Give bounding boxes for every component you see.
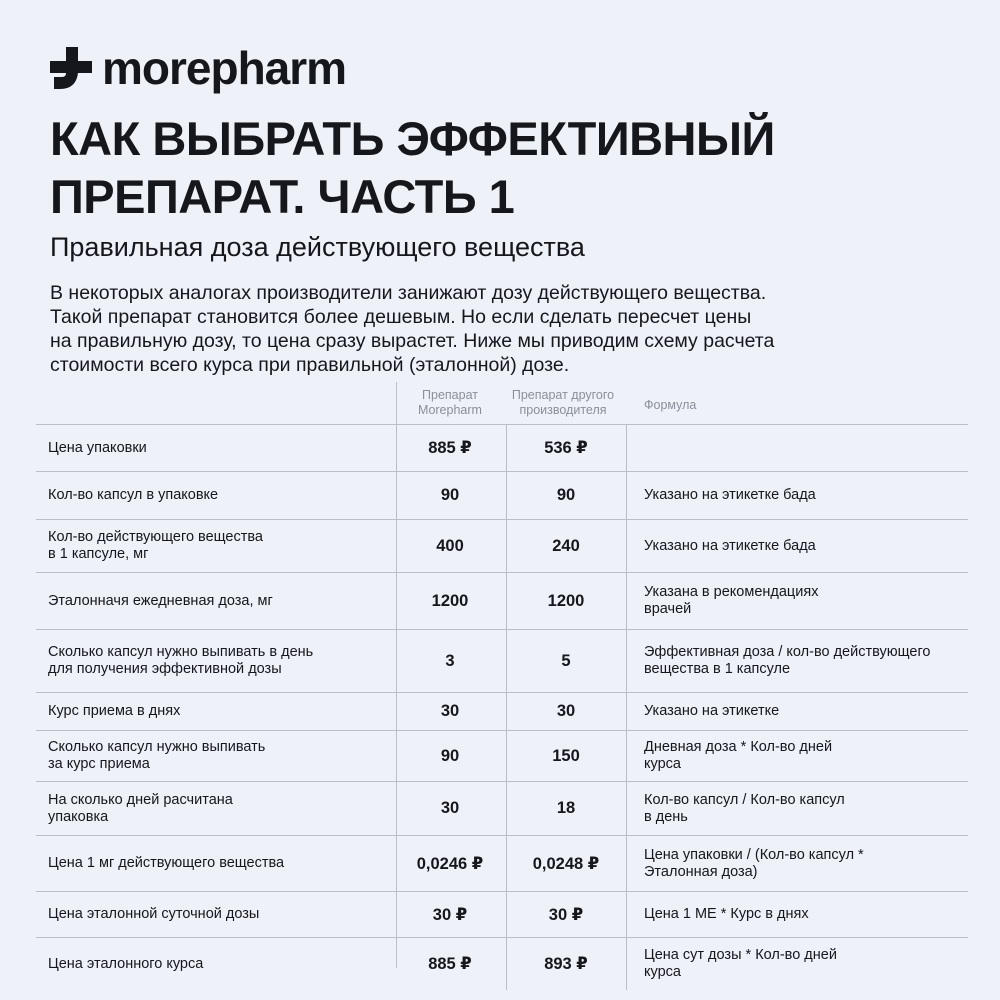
table-row <box>36 572 968 629</box>
formula-text <box>644 693 984 730</box>
page-subtitle: Правильная доза действующего вещества <box>50 232 585 262</box>
other-value: 240 <box>552 536 580 555</box>
formula-text-line: Цена 1 МЕ * Курс в днях <box>644 906 809 922</box>
table-row <box>36 471 968 519</box>
formula-text-line: врачей <box>644 601 692 617</box>
formula-text <box>644 836 984 891</box>
row-label <box>48 892 393 937</box>
row-label-line: Сколько капсул нужно выпивать <box>48 739 266 755</box>
row-label <box>48 938 393 990</box>
row-label-line: Эталонначя ежедневная доза, мг <box>48 592 273 609</box>
intro-line: Такой препарат становится более дешевым. Но если сделать пересчет цены <box>50 306 752 328</box>
formula-text <box>644 520 984 572</box>
table-row <box>36 629 968 692</box>
formula-text-line: Цена сут дозы * Кол-во дней <box>644 947 837 963</box>
row-label-line: Цена эталонного курса <box>48 955 204 972</box>
table-row <box>36 692 968 730</box>
formula-text-line: Цена упаковки / (Кол-во капсул * <box>644 846 864 863</box>
row-label <box>48 425 393 471</box>
morepharm-logo-icon <box>50 47 92 89</box>
brand-logo <box>50 44 346 92</box>
morepharm-value: 30 <box>440 799 460 817</box>
morepharm-value: 885 ₽ <box>428 955 472 973</box>
formula-text-line: Кол-во капсул / Кол-во капсул <box>644 791 845 808</box>
morepharm-value: 90 <box>440 746 460 765</box>
row-label-line: упаковка <box>48 808 109 825</box>
table-row <box>36 891 968 937</box>
formula-text-line: Эталонная доза) <box>644 863 758 880</box>
table-row <box>36 519 968 572</box>
morepharm-value: 885 ₽ <box>428 439 472 457</box>
row-label-line: Сколько капсул нужно выпивать в день <box>48 644 314 660</box>
other-value: 90 <box>556 486 576 504</box>
table-row <box>36 424 968 471</box>
formula-text-line: Указано на этикетке <box>644 703 780 719</box>
formula-text-line: Указано на этикетке бада <box>644 537 816 554</box>
morepharm-value: 30 <box>440 702 460 720</box>
formula-text <box>644 892 984 937</box>
column-header-other: Препарат другого производителя <box>511 388 615 417</box>
table-row <box>36 781 968 835</box>
intro-text <box>50 281 950 377</box>
morepharm-value: 90 <box>440 486 460 504</box>
intro-line: на правильную дозу, то цена сразу вырастет. Ниже мы приводим схему расчета <box>50 330 775 352</box>
row-label <box>48 782 393 835</box>
row-label-line: Кол-во действующего вещества <box>48 529 263 545</box>
row-label-line: На сколько дней расчитана <box>48 791 233 808</box>
column-header-formula: Формула <box>644 398 697 412</box>
row-label-line: для получения эффективной дозы <box>48 661 282 677</box>
other-value: 18 <box>556 799 576 817</box>
other-value: 1200 <box>547 591 585 610</box>
formula-text-line: в день <box>644 808 688 825</box>
formula-text <box>644 938 984 990</box>
table-row <box>36 835 968 891</box>
row-label <box>48 630 393 692</box>
table-row <box>36 730 968 781</box>
morepharm-value: 30 ₽ <box>432 905 468 924</box>
formula-text <box>644 731 984 781</box>
formula-text <box>644 630 984 692</box>
other-value: 150 <box>552 746 580 765</box>
morepharm-value: 3 <box>445 651 455 670</box>
other-value: 893 ₽ <box>544 955 588 973</box>
row-label-line: Цена упаковки <box>48 439 147 456</box>
row-label <box>48 472 393 519</box>
other-value: 5 <box>561 651 571 670</box>
formula-text-line: Дневная доза * Кол-во дней <box>644 739 833 755</box>
formula-text <box>644 782 984 835</box>
formula-text <box>644 472 984 519</box>
morepharm-value: 400 <box>436 536 464 555</box>
brand-name: morepharm <box>102 42 347 94</box>
row-label <box>48 693 393 730</box>
morepharm-value: 1200 <box>431 591 469 610</box>
formula-text <box>644 573 984 629</box>
row-label <box>48 836 393 891</box>
row-label-line: за курс приема <box>48 756 150 772</box>
row-label <box>48 731 393 781</box>
table-row <box>36 937 968 990</box>
row-label <box>48 573 393 629</box>
row-label-line: Курс приема в днях <box>48 703 181 719</box>
row-label-line: Цена эталонной суточной дозы <box>48 906 260 922</box>
formula-text-line: курса <box>644 756 681 772</box>
morepharm-value: 0,0246 ₽ <box>416 854 484 873</box>
formula-text-line: Указано на этикетке бада <box>644 487 816 503</box>
row-label-line: Кол-во капсул в упаковке <box>48 487 219 503</box>
row-label <box>48 520 393 572</box>
page-title: КАК ВЫБРАТЬ ЭФФЕКТИВНЫЙ ПРЕПАРАТ. ЧАСТЬ 1 <box>50 112 775 223</box>
formula-text-line: Указана в рекомендациях <box>644 584 819 600</box>
row-label-line: в 1 капсуле, мг <box>48 546 149 562</box>
column-header-morepharm: Препарат Morepharm <box>418 388 482 417</box>
formula-text <box>644 425 984 471</box>
formula-text-line: курса <box>644 964 681 980</box>
formula-text-line: Эффективная доза / кол-во действующего <box>644 644 931 660</box>
other-value: 30 ₽ <box>548 905 584 924</box>
other-value: 30 <box>556 702 576 720</box>
row-label-line: Цена 1 мг действующего вещества <box>48 855 285 871</box>
other-value: 536 ₽ <box>544 439 588 457</box>
comparison-table <box>36 424 968 990</box>
intro-line: В некоторых аналогах производители занижают дозу действующего вещества. <box>50 282 767 304</box>
formula-text-line: вещества в 1 капсуле <box>644 661 791 677</box>
other-value: 0,0248 ₽ <box>532 854 600 873</box>
intro-line: стоимости всего курса при правильной (эталонной) дозе. <box>50 354 570 376</box>
